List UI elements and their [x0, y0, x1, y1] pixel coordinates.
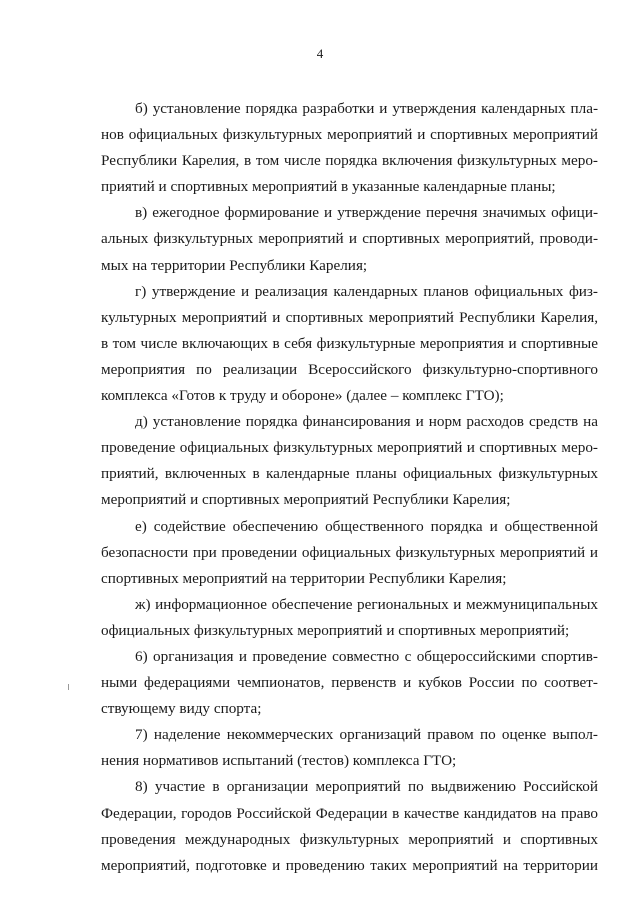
text-line: Республики Карелия, в том числе порядка включения физкультурных меро-	[101, 152, 598, 170]
text-line: 8) участие в организации мероприятий по выдвижению Российской	[135, 778, 598, 796]
text-line: культурных мероприятий и спортивных мероприятий Республики Карелия,	[101, 308, 598, 326]
text-line: мероприятий и спортивных мероприятий Республики Карелия;	[101, 491, 511, 509]
text-line: в) ежегодное формирование и утверждение перечня значимых офици-	[135, 204, 598, 222]
text-line: в том числе включающих в себя физкультурные мероприятия и спортивные	[101, 334, 598, 352]
text-line: спортивных мероприятий на территории Республики Карелия;	[101, 569, 507, 587]
text-line: нения нормативов испытаний (тестов) комплекса ГТО;	[101, 752, 457, 770]
text-line: приятий, включенных в календарные планы официальных физкультурных	[101, 465, 598, 483]
text-line: ными федерациями чемпионатов, первенств и кубков России по соответ-	[101, 674, 598, 692]
text-line: г) утверждение и реализация календарных планов официальных физ-	[135, 282, 598, 300]
text-line: мероприятия по реализации Всероссийского физкультурно-спортивного	[101, 360, 598, 378]
text-line: альных физкультурных мероприятий и спортивных мероприятий, проводи-	[101, 230, 598, 248]
paragraph-b	[101, 96, 598, 200]
paragraph-d	[101, 409, 598, 513]
text-line: мероприятий, подготовке и проведению таких мероприятий на территории	[101, 856, 598, 874]
text-line: д) установление порядка финансирования и норм расходов средств на	[135, 413, 598, 431]
document-body	[101, 96, 598, 879]
text-line: е) содействие обеспечению общественного порядка и общественной	[135, 517, 598, 535]
paragraph-zh	[101, 592, 598, 644]
paragraph-6	[101, 644, 598, 722]
text-line: проведение официальных физкультурных мероприятий и спортивных меро-	[101, 439, 598, 457]
text-line: официальных физкультурных мероприятий и спортивных мероприятий;	[101, 621, 570, 639]
page-number: 4	[316, 46, 324, 61]
paragraph-7	[101, 722, 598, 774]
text-line: мых на территории Республики Карелия;	[101, 256, 368, 274]
paragraph-g	[101, 279, 598, 409]
text-line: приятий и спортивных мероприятий в указанные календарные планы;	[101, 178, 556, 196]
text-line: нов официальных физкультурных мероприятий и спортивных мероприятий	[101, 126, 598, 144]
text-line: Федерации, городов Российской Федерации в качестве кандидатов на право	[101, 804, 598, 822]
paragraph-e	[101, 514, 598, 592]
paragraph-v	[101, 200, 598, 278]
text-line: 7) наделение некоммерческих организаций правом по оценке выпол-	[135, 726, 598, 744]
paragraph-8	[101, 774, 598, 878]
text-line: безопасности при проведении официальных физкультурных мероприятий и	[101, 543, 598, 561]
text-line: комплекса «Готов к труду и обороне» (далее – комплекс ГТО);	[101, 387, 504, 405]
scan-artifact-mark	[68, 684, 69, 690]
text-line: 6) организация и проведение совместно с общероссийскими спортив-	[135, 647, 598, 665]
text-line: ствующему виду спорта;	[101, 700, 262, 718]
text-line: проведения международных физкультурных мероприятий и спортивных	[101, 830, 598, 848]
text-line: ж) информационное обеспечение региональных и межмуниципальных	[135, 595, 598, 613]
text-line: б) установление порядка разработки и утверждения календарных пла-	[135, 100, 598, 117]
